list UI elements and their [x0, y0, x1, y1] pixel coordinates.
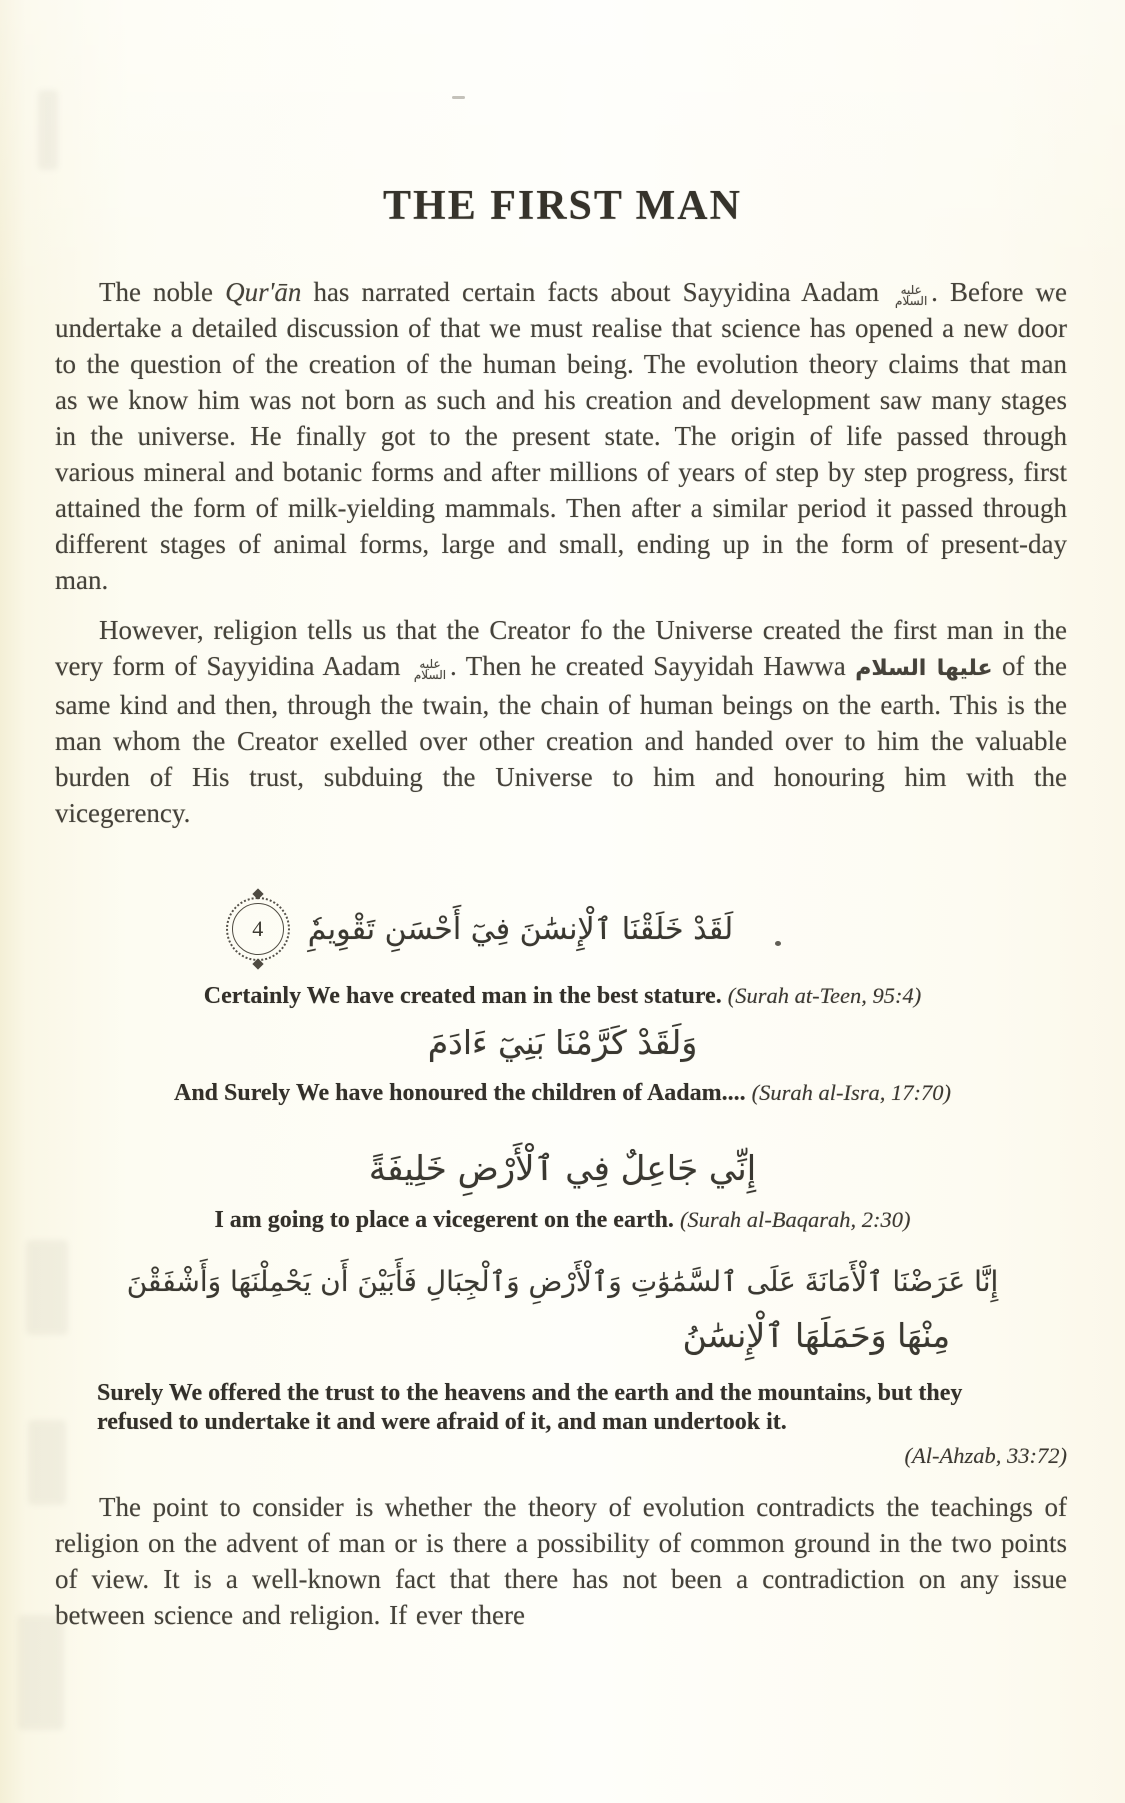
- translation-text: And Surely We have honoured the children of Aadam....: [173, 1080, 746, 1106]
- quran-verse-4-line-1: [0, 1265, 1125, 1298]
- arabic-verse-text: لَقَدْ خَلَقْنَا ٱلْإِنسَٰنَ فِيٓ أَحْسَنِ تَقْوِيمِٗ: [307, 911, 734, 947]
- honorific-text-run: عليه السلام: [895, 283, 928, 308]
- quran-verse-1: [0, 903, 1045, 955]
- page-title: THE FIRST MAN: [383, 183, 742, 229]
- verse-3-translation: [0, 1205, 1125, 1235]
- verse-1-translation: [0, 981, 1125, 1011]
- arabic-verse-text: إِنِّي جَاعِلٌ فِي ٱلْأَرْضِ خَلِيفَةً: [368, 1149, 757, 1189]
- text-run: . Before we undertake a detailed discussion of that we must realise that science has opened a new door to the question of the creation of the human being. The evolution theory claims that man as we know him was not born as such and his creation and development saw many stages in the universe. He finally got to the present state. The origin of life passed through various mineral and botanic forms and after millions of years of step by step progress, first attained the form of milk-yielding mammals. Then after a similar period it passed through different stages of animal forms, large and small, ending up in the form of present-day man.: [55, 277, 1067, 595]
- arabic-verse-text: إِنَّا عَرَضْنَا ٱلْأَمَانَةَ عَلَى ٱلسَّمَٰوَٰتِ وَٱلْأَرْضِ وَٱلْجِبَالِ فَأَبَيْنَ أَن يَحْمِلْنَهَا وَأَشْفَقْنَ: [126, 1265, 999, 1298]
- verse-4-translation: Surely We offered the trust to the heavens and the earth and the mountains, but they refused to undertake it and were afraid of it, and man undertook it.: [97, 1380, 963, 1435]
- verse-4-citation: (Al-Ahzab, 33:72): [904, 1443, 1067, 1468]
- quran-verse-4-line-2: [0, 1316, 1125, 1355]
- paragraph-3: [55, 1489, 1067, 1633]
- text-run: The noble: [99, 277, 226, 307]
- verse-citation: (Surah at-Teen, 95:4): [727, 983, 922, 1008]
- text-run: . Then he created Sayyidah Hawwa: [450, 651, 856, 681]
- text-run: of the same kind and then, through the twain, the chain of human beings on the earth. This is the man whom the Creator exelled over other creation and handed over to him the valuable burden of His trust, subduing the Universe to him and honouring him with the vicegerency.: [55, 651, 1068, 828]
- quran-verse-3: [0, 1148, 1125, 1189]
- translation-text: Certainly We have created man in the best stature.: [203, 983, 722, 1009]
- ayah-number: 4: [252, 916, 264, 941]
- italic-text-run: Qur'ān: [225, 277, 302, 307]
- arabic-text-run: عليها السلام: [855, 656, 993, 681]
- paragraph-2: [55, 612, 1067, 831]
- quran-verse-2: [0, 1023, 1125, 1062]
- paragraph-1: [55, 274, 1067, 598]
- text-run: The point to consider is whether the theory of evolution contradicts the teachings of religion on the advent of man or is there a possibility of common ground in the two points of view. It is a well-known fact that there has not been a contradiction on any issue between science and religion. If ever there: [55, 1492, 1067, 1630]
- verse-citation: (Surah al-Baqarah, 2:30): [679, 1207, 911, 1232]
- text-run: has narrated certain facts about Sayyidina Aadam: [301, 277, 892, 307]
- verse-2-translation: [0, 1078, 1125, 1108]
- translation-text: I am going to place a vicegerent on the earth.: [214, 1207, 674, 1233]
- medallion-ornament: [252, 958, 263, 969]
- arabic-verse-text: وَلَقَدْ كَرَّمْنَا بَنِيٓ ءَادَمَ: [427, 1023, 698, 1062]
- text-run: However, religion tells us that the Creator fo the Universe created the first man in the very form of Sayyidina Aadam: [55, 615, 1067, 681]
- honorific-text-run: عليه السلام: [413, 657, 447, 682]
- medallion-ornament: [252, 888, 263, 899]
- verse-citation: (Surah al-Isra, 17:70): [751, 1080, 951, 1105]
- arabic-verse-text: مِنْهَا وَحَمَلَهَا ٱلْإِنسَٰنُ: [682, 1316, 950, 1355]
- ayah-end-medallion: [232, 903, 284, 955]
